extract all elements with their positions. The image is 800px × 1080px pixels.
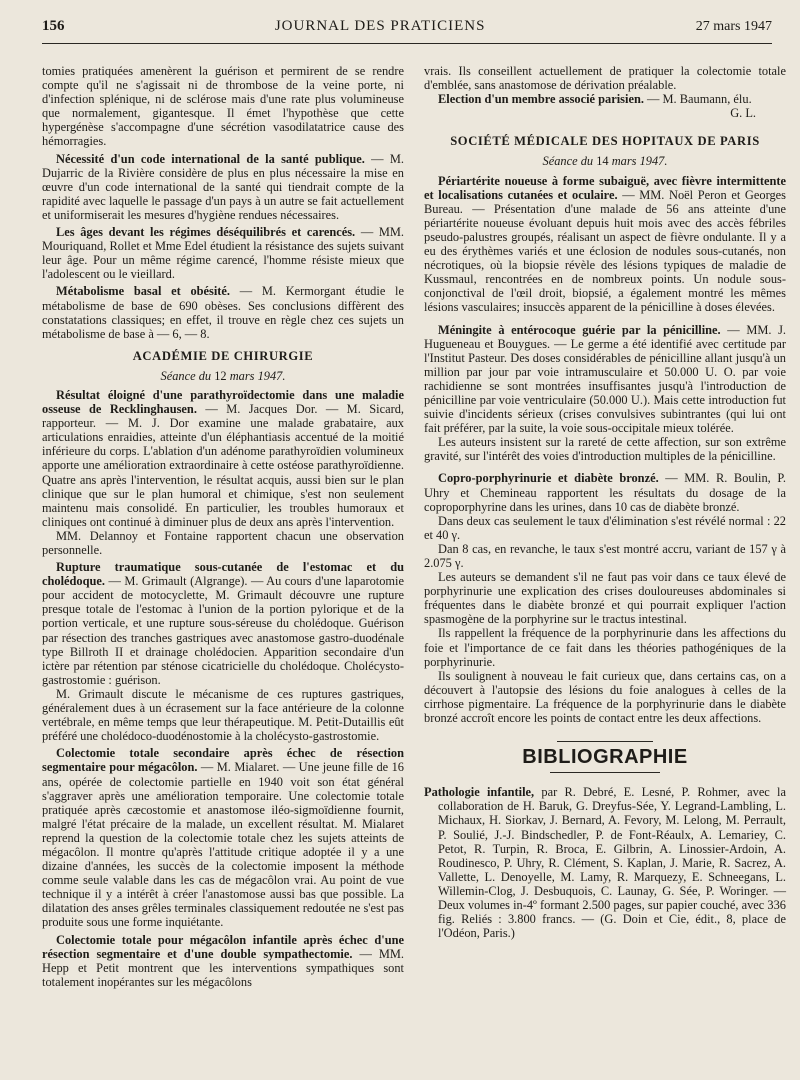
article-text: MM. Delannoy et Fontaine rapportent chacun une observation personnelle. (42, 528, 404, 557)
article-ages-regimes (42, 225, 404, 281)
article-code-sante (42, 152, 404, 222)
article-title: Nécessité d'un code international de la santé publique. (56, 151, 365, 166)
article-colectomie-secondaire (42, 746, 404, 929)
article-colectomie-megacolon (42, 933, 404, 989)
book-details: par R. Debré, E. Lesné, P. Rohmer, avec la collaboration de H. Baruk, G. Dreyfus-Sée, Y. Legrand-Lambling, L. Michaux, H. Siorkav, J. Bernard, A. Fevory, M. Lelong, M. Perrault, P. Soulié, J.-J. Bindschedler, P. de Font-Réaulx, A. Lemariey, C. Petot, R. Turpin, R. Broca, E. Gilbrin, A. Linossier-Ardoin, A. Roudinesco, P. Uhry, R. Clément, S. Kaplan, J. Marie, R. Sacrez, A. Vallette, L. Denoyelle, M. Lamy, R. Marquezy, E. Schneegans, L. Willemin-Clog, J. Desbuquois, C. Launay, G. Sée, P. Woringer. — Deux volumes in-4º formant 2.500 pages, sur papier couché, avec 336 fig. Reliés : 3.800 francs. — (G. Doin et Cie, édit., 8, place de l'Odéon, Paris.) (438, 785, 786, 941)
article-text: — M. Kermorgant étudie le métabolisme de base de 690 obèses. Ses conclusions diffèrent des constatations classiques; en effet, il trouve en règle chez ces sujets un métabolisme de base à — 6, — 8. (42, 284, 404, 341)
article-porphyrinurie (424, 471, 786, 513)
page-number: 156 (42, 18, 65, 34)
journal-title: JOURNAL DES PRATICIENS (274, 18, 486, 34)
article-title: Les âges devant les régimes déséquilibrés et carencés. (56, 225, 356, 240)
article-text: Dan 8 cas, en revanche, le taux s'est montré accru, variant de 157 γ à 2.075 γ. (424, 541, 786, 570)
article-title: Métabolisme basal et obésité. (56, 284, 231, 299)
article-parathyroidectomie (42, 388, 404, 529)
article-periarterite (424, 174, 786, 315)
seance-date: Séance du 14 mars 1947. (542, 154, 668, 169)
article-text: Les auteurs insistent sur la rareté de cette affection, sur son extrême gravité, sur l'intérêt des voies d'introduction multiples de la pénicilline. (424, 435, 786, 464)
article-title: Election d'un membre associé parisien. (438, 92, 644, 107)
article-metabolisme (42, 284, 404, 340)
article-text: — M. Grimault (Algrange). — Au cours d'une laparotomie pour accident de motocyclette, M. Grimault découvre une rupture presque totale de l'estomac à l'union de la portion pylorique et de la portion verticale, et une rupture sous-séreuse du cholédoque. Guérison par résection des tranches gastriques avec anastomose gastro-duodénale type Billroth II et drainage cholédocien. Apparition secondaire d'un ictère par rétention par sténose cicatricielle du cholédoque. Cholécysto-gastrostomie : guérison. (42, 574, 404, 687)
continued-paragraph: vrais. Ils conseillent actuellement de pratiquer la colectomie totale d'emblée, sans anastomose de dérivation préalable. (424, 64, 786, 93)
article-rupture-estomac (42, 560, 404, 687)
article-election (424, 92, 786, 106)
article-text: M. Grimault discute le mécanisme de ces ruptures gastriques, généralement dues à un écrasement sur la face antérieure de la colonne vertébrale, en même temps que leur thérapeutique. M. Petit-Dutaillis eût préféré une cholédoco-duodénostomie à la cholécysto-gastrostomie. (42, 686, 404, 744)
article-text: — M. Baumann, élu. (647, 92, 752, 107)
section-heading-societe: SOCIÉTÉ MÉDICALE DES HOPITAUX DE PARIS (450, 134, 760, 149)
article-text: — MM. Hepp et Petit montrent que les interventions sympathiques sont totalement inopérantes sur les mégacôlons (42, 946, 404, 989)
seance-date: Séance du 12 mars 1947. (160, 368, 286, 383)
intro-paragraph: tomies pratiquées amenèrent la guérison et permirent de se rendre compte qu'il ne s'agissait ni de thrombose de la veine porte, ni d'infection splénique, ni de sclérose mais d'une rate plus volumineuse que normalement, gigantesque. Il émet l'hypothèse que cette hypergénèse s'accompagne d'une sécrétion vasodilatatrice cause des hémorragies. (42, 64, 404, 149)
article-text: — MM. Noël Peron et Georges Bureau. — Présentation d'une malade de 56 ans atteinte d'une périartérite noueuse évoluant depuis huit mois avec des accès fébriles pseudo-palustres groupés, réalisant un aspect de fièvre ondulante. Il y a eu des érythèmes variés et une éclosion de nodules sous-cutanés, non nécrotiques, où la biopsie révèle des lésions typiques de maladie de Kussmaul, rencontrées en de nombreux points. Un nodule sous-conjonctival de l'œil droit, biopsié, a également montré les mêmes lésions vasculaires; insuccès apparent de la pénicilline à doses élevées. (424, 187, 786, 315)
article-text: Dans deux cas seulement le taux d'élimination s'est révélé normal : 22 et 40 γ. (424, 513, 786, 542)
bibliography-heading: BIBLIOGRAPHIE (522, 746, 688, 769)
article-text: — M. Jacques Dor. — M. Sicard, rapporteur. — M. J. Dor examine une malade grabataire, aux articulations enraidies, atteinte d'un éléphantiasis accentué de la moitié inférieure du corps. L'ablation d'un adénome parathyroïdien volumineux apporte une amélioration extraordinaire à cette ostéose parathyroïdienne. Quatre ans après l'intervention, le résultat acquis, aussi bien sur le plan clinique que sur le plan humoral et chimique, s'est non seulement maintenu mais consolidé. En particulier, les troubles humoraux et cliniques ont continué à diminuer plus de deux ans après l'intervention. (42, 402, 404, 529)
article-text: — MM. J. Hugueneau et Bouygues. — Le germe a été identifié avec certitude par l'Institut Pasteur. Des doses considérables de pénicilline allant jusqu'à un million par jour par voie intramusculaire et 50.000 U. O. par voie rachidienne se sont montrées insuffisantes jusqu'à l'introduction de pénicilline par voie ventriculaire (50.000 U.). Mais cette introduction fut suivie d'incidents sérieux (crises convulsives subintrantes (qui lui ont fait préférer, par la suite, la voie sous-occipitale mieux tolérée. (424, 322, 787, 436)
article-text: — M. Mialaret. — Une jeune fille de 16 ans, opérée de colectomie partielle en 1940 voit son état général s'aggraver après une amélioration temporaire. Une colectomie totale pratiquée après cæcostomie et anastomose iléo-sigmoïdienne fournit, malgré l'état précaire de la malade, un excellent résultat. M. Mialaret reprend la question de la colectomie totale chez les sujets atteints de mégacôlon. Il montre qu'après l'attitude critique adoptée il y a une dizaine d'années, les succès de la colectomie imposent la méthode comme seule valable dans les cas de mégacôlon vrai. Au point de vue technique il y a intérêt à créer l'anastomose aussi bas que possible. La dilatation des anses grêles terminales classiquement redoutée ne s'est pas produite sous une forme inquiétante. (42, 760, 404, 930)
article-text: Ils rappellent la fréquence de la porphyrinurie dans les affections du foie et l'importance de ce fait dans les théories pathogéniques de la porphyrinurie. (424, 626, 786, 669)
article-title: Copro-porphyrinurie et diabète bronzé. (438, 471, 659, 486)
right-column (424, 64, 786, 940)
book-title: Pathologie infantile, (424, 785, 535, 800)
article-text: Ils soulignent à nouveau le fait curieux que, dans certains cas, on a découvert à l'autopsie des lésions du foie analogues à celles de la cirrhose pigmentaire. La fréquence de la porphyrinurie dans le diabète bronzé accroît encore les points de contact entre les deux affections. (424, 668, 786, 726)
divider (557, 741, 653, 742)
signature: G. L. (730, 106, 756, 121)
left-column (42, 64, 404, 989)
article-title: Périartérite noueuse à forme subaiguë, avec fièvre intermittente et localisations cutanées et oculaire. (424, 173, 786, 202)
article-title: Colectomie totale pour mégacôlon infantile après échec d'une résection segmentaire et d'une double sympathectomie. (42, 932, 404, 961)
article-title: Rupture traumatique sous-cutanée de l'estomac et du cholédoque. (42, 560, 404, 589)
article-text: — M. Dujarric de la Rivière considère de plus en plus nécessaire la mise en œuvre d'un code international de la santé qui tiendrait compte de la rapidité avec laquelle le passage d'un pays à un autre se fait actuellement et uniformiserait les mesures d'hygiène rendues nécessaires. (42, 151, 404, 222)
article-text: Les auteurs se demandent s'il ne faut pas voir dans ce taux élevé de porphyrinurie une explication des crises douloureuses abdominales si fréquentes dans le diabète bronzé et qui pourrait expliquer l'action spasmogène de la porphyrine sur le tractus intestinal. (424, 570, 786, 627)
article-text: — MM. Mouriquand, Rollet et Mme Edel étudient la résistance des sujets suivant leur âge. Pour un même régime carencé, l'homme résiste mieux que l'adolescent ou le vieillard. (42, 225, 404, 282)
article-text: — MM. R. Boulin, P. Uhry et Chemineau rapportent les résultats du dosage de la coproporphyrine dans les urines, dans 10 cas de diabète bronzé. (424, 471, 786, 514)
section-heading-academie: ACADÉMIE DE CHIRURGIE (132, 348, 314, 363)
article-meningite (424, 323, 786, 436)
divider (550, 772, 660, 773)
article-title: Résultat éloigné d'une parathyroïdectomie dans une maladie osseuse de Recklinghausen. (42, 387, 404, 417)
article-title: Colectomie totale secondaire après échec de résection segmentaire pour mégacôlon. (42, 746, 404, 775)
article-title: Méningite à entérocoque guérie par la pénicilline. (438, 322, 721, 337)
issue-date: 27 mars 1947 (695, 19, 772, 34)
page-header (42, 18, 772, 44)
bibliography-entry (424, 785, 786, 940)
